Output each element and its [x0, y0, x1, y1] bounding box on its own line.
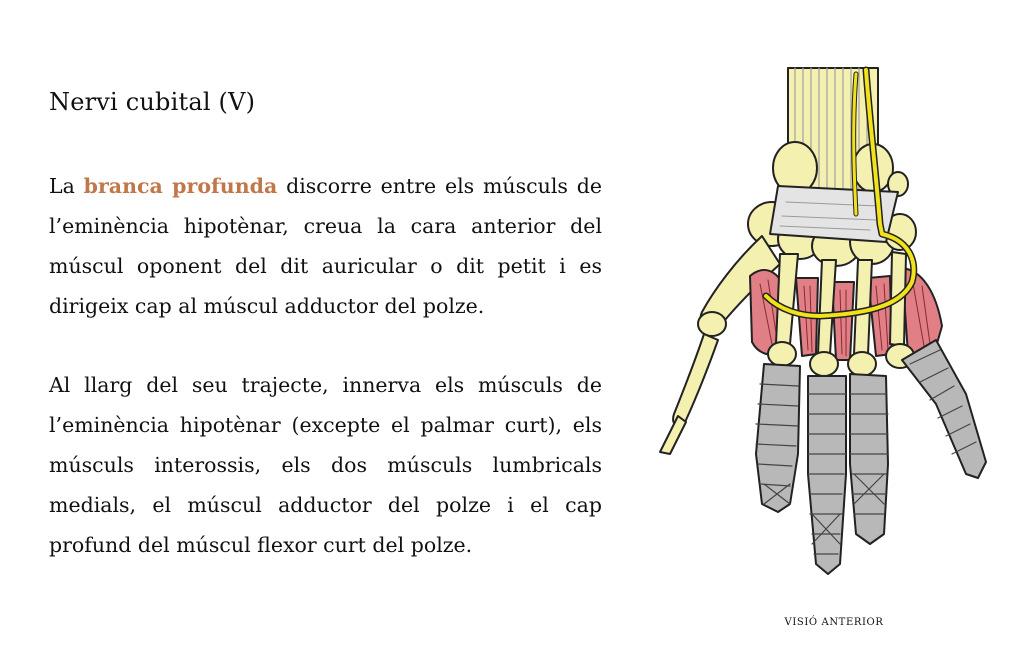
finger-bandages	[756, 340, 986, 574]
paragraph-innervation: Al llarg del seu trajecte, innerva els músculs de l’eminència hipotènar (excepte el palmar curt), els músculs interossis, els dos músculs lumbricals medials, el múscul adductor del polze i el cap profund del múscul flexor curt del polze.	[49, 373, 602, 557]
highlighted-term: branca profunda	[83, 174, 278, 198]
paragraph-text: La	[49, 174, 84, 198]
hand-anatomy-illustration	[640, 64, 1010, 594]
paragraph-deep-branch	[49, 166, 602, 326]
paragraph-text: discorre entre els músculs de l’eminència hipotènar, creua la cara anterior del múscul oponent del dit auricular o dit petit i es dirigeix cap al múscul adductor del polze.	[49, 174, 602, 318]
page-title: Nervi cubital (V)	[49, 88, 256, 116]
figure-caption: VISIÓ ANTERIOR	[784, 617, 884, 628]
